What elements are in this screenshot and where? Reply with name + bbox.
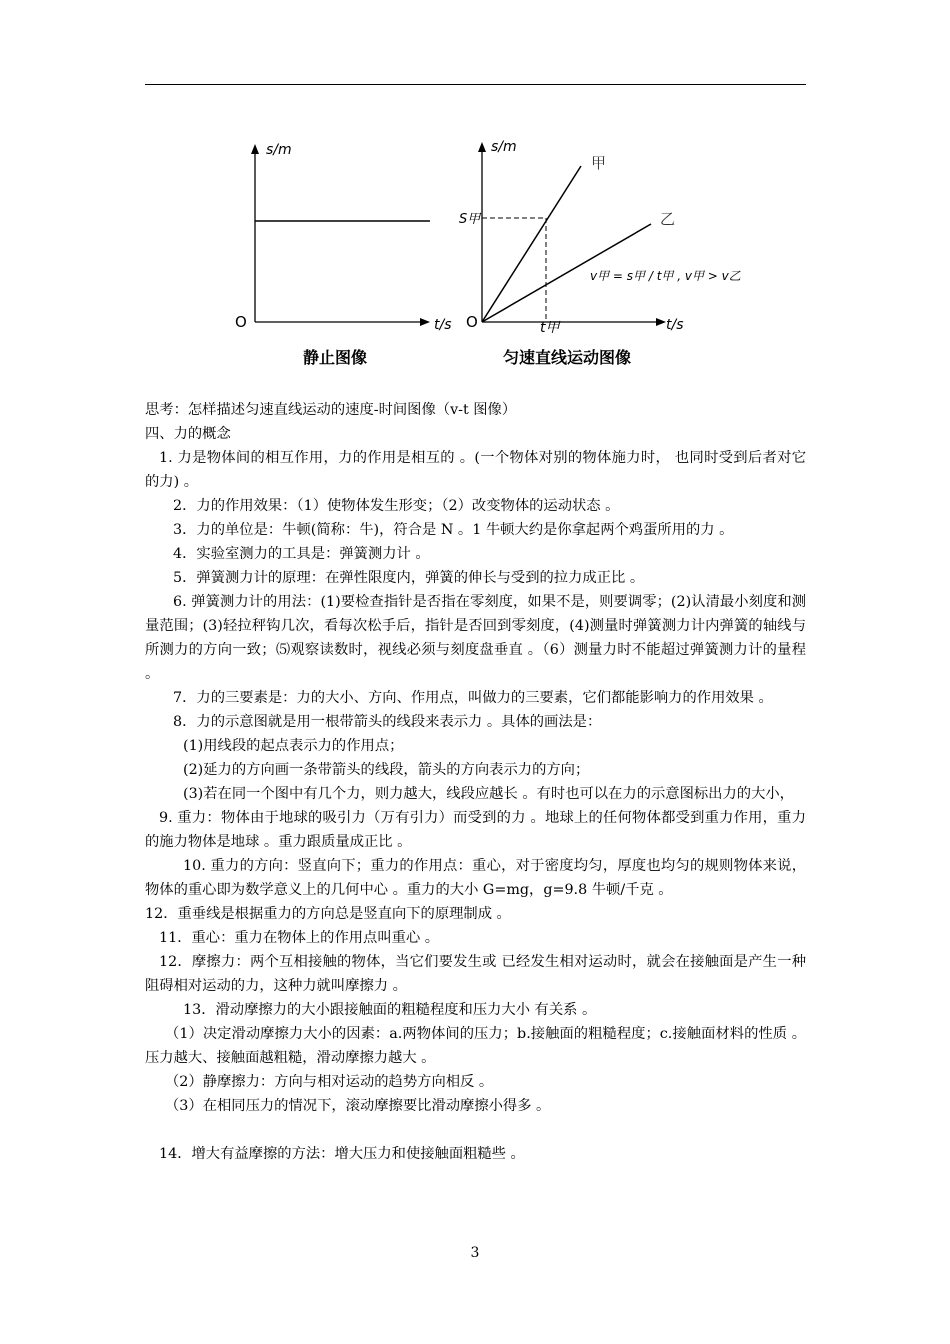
item-6: 6. 弹簧测力计的用法：(1)要检查指针是否指在零刻度，如果不是，则要调零；(2)认清最小刻度和测量范围；(3)轻拉秤钩几次，看每次松手后，指针是否回到零刻度，(4)测量时弹簧测力计内弹簧的轴线与所测力的方向一致；⑸观察读数时，视线必须与刻度盘垂直 。（6）测量力时不能超过弹簧测力计的量程 。 [145,594,806,682]
item-8-2: (2)延力的方向画一条带箭头的线段，箭头的方向表示力的方向； [183,762,590,778]
caption-uniform: 匀速直线运动图像 [503,348,632,367]
right-x-arrow [656,318,666,326]
item-13: 13．滑动摩擦力的大小跟接触面的粗糙程度和压力大小 有关系 。 [183,1002,597,1018]
s-jia-mark: S甲 [459,212,481,227]
item-9: 9. 重力：物体由于地球的吸引力（万有引力）而受到的力 。地球上的任何物体都受到重力作用，重力的施力物体是地球 。重力跟质量成正比 。 [145,810,806,850]
right-x-label: t/s [666,317,684,333]
page-number: 3 [470,1245,480,1261]
item-2: 2．力的作用效果：（1）使物体发生形变；（2）改变物体的运动状态 。 [173,498,620,514]
speed-formula: v甲 = s甲 / t甲 , v甲 > v乙 [590,269,741,283]
item-14: 14．增大有益摩擦的方法：增大压力和使接触面粗糙些 。 [159,1146,525,1162]
label-jia: 甲 [591,154,607,172]
item-13-1: （1）决定滑动摩擦力大小的因素：a.两物体间的压力；b.接触面的粗糙程度；c.接触面材料的性质 。压力越大、接触面越粗糙，滑动摩擦力越大 。 [145,1026,806,1066]
item-3: 3．力的单位是：牛顿(简称：牛)，符合是 N 。1 牛顿大约是你拿起两个鸡蛋所用的力 。 [173,522,734,538]
left-origin: O [235,313,247,331]
blank-line [145,1118,806,1142]
item-8-1: (1)用线段的起点表示力的作用点； [183,738,404,754]
think-question: 思考：怎样描述匀速直线运动的速度-时间图像（v-t 图像） [145,402,517,418]
static-graph [235,142,452,333]
right-y-label: s/m [491,139,517,155]
right-y-arrow [478,142,486,152]
item-4: 4．实验室测力的工具是：弹簧测力计 。 [173,546,430,562]
item-1: 1. 力是物体间的相互作用，力的作用是相互的 。(一个物体对别的物体施力时， 也同时受到后者对它的力) 。 [145,450,806,490]
t-jia-mark: t甲 [540,320,560,336]
left-y-label: s/m [266,142,292,158]
right-origin: O [466,313,478,331]
left-y-arrow [251,144,259,154]
left-x-arrow [420,318,430,326]
section-heading: 四、力的概念 [145,426,231,442]
body-text [145,398,806,1166]
left-x-label: t/s [434,317,452,333]
item-11: 11．重心：重力在物体上的作用点叫重心 。 [159,930,440,946]
item-12: 12．摩擦力：两个互相接触的物体，当它们要发生或 已经发生相对运动时，就会在接触面是产生一种阻碍相对运动的力，这种力就叫摩擦力 。 [145,954,806,994]
item-7: 7．力的三要素是：力的大小、方向、作用点，叫做力的三要素，它们都能影响力的作用效果 。 [173,690,773,706]
item-12-plumb: 12．重垂线是根据重力的方向总是竖直向下的原理制成 。 [145,906,511,922]
item-10: 10. 重力的方向：竖直向下；重力的作用点：重心，对于密度均匀，厚度也均匀的规则物体来说，物体的重心即为数学意义上的几何中心 。重力的大小 G=mg，g=9.8 牛顿/千克 。 [145,858,806,898]
item-8-3: (3)若在同一个图中有几个力，则力越大，线段应越长 。有时也可以在力的示意图标出力的大小， [183,786,794,802]
item-13-3: （3）在相同压力的情况下，滚动摩擦要比滑动摩擦小得多 。 [165,1098,551,1114]
caption-static: 静止图像 [303,348,368,367]
item-5: 5．弹簧测力计的原理：在弹性限度内，弹簧的伸长与受到的拉力成正比 。 [173,570,645,586]
item-13-2: （2）静摩擦力：方向与相对运动的趋势方向相反 。 [165,1074,494,1090]
uniform-motion-graph [459,139,741,336]
item-8: 8．力的示意图就是用一根带箭头的线段来表示力 。具体的画法是： [173,714,602,730]
motion-graphs-figure [0,0,950,380]
label-yi: 乙 [660,210,676,228]
line-jia [482,166,581,322]
